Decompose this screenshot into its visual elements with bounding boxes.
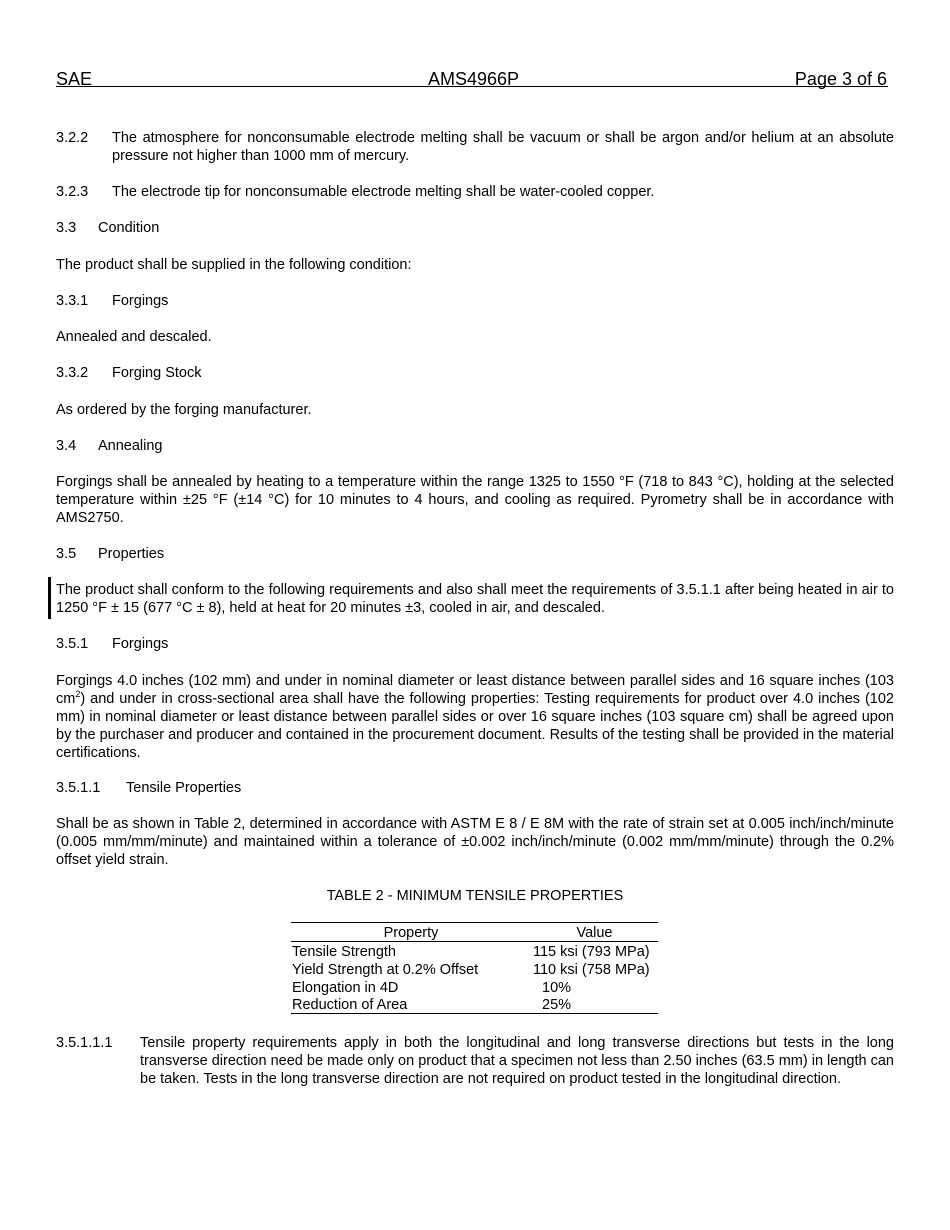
section-title-3-3-1: Forgings [112, 293, 169, 309]
paragraph-3-5-1-part-a: Forgings 4.0 inches (102 mm) and under in nominal diameter or least distance between parallel sides and 16 square inches (103 cm [56, 673, 894, 707]
table-row-value: 25% [542, 997, 572, 1013]
superscript-2: 2 [75, 689, 81, 700]
paragraph-3-5: The product shall conform to the following requirements and also shall meet the requirements of 3.5.1.1 after being heated in air to 1250 °F ± 15 (677 °C ± 8), held at heat for 20 minutes ±3, cooled in air, and descaled. [56, 582, 894, 616]
table-header-property: Property [383, 925, 439, 941]
revision-change-bar [48, 577, 51, 619]
paragraph-3-3: The product shall be supplied in the following condition: [56, 257, 412, 273]
paragraph-3-3-1: Annealed and descaled. [56, 329, 212, 345]
section-number-3-5-1-1-1: 3.5.1.1.1 [56, 1035, 113, 1051]
section-text-3-2-2: The atmosphere for nonconsumable electrode melting shall be vacuum or shall be argon and/or helium at an absolute pressure not higher than 1000 mm of mercury. [112, 130, 894, 164]
paragraph-3-5-1-part-b: ) and under in cross-sectional area shall have the following properties: Testing requirements for product over 4.0 inches (102 mm) in nominal diameter or least distance between parallel sides or over 16 square inches (103 square cm) shall be agreed upon by the purchaser and producer and contained in the procurement document. Results of the testing shall be provided in the material certifications. [56, 691, 894, 761]
section-number-3-5: 3.5 [56, 546, 77, 562]
paragraph-3-4: Forgings shall be annealed by heating to a temperature within the range 1325 to 1550 °F (718 to 843 °C), holding at the selected temperature within ±25 °F (±14 °C) for 10 minutes to 4 hours, and cooling as required. Pyrometry shall be in accordance with AMS2750. [56, 474, 894, 526]
section-number-3-5-1-1: 3.5.1.1 [56, 780, 101, 796]
section-number-3-3: 3.3 [56, 220, 77, 236]
header-rule [56, 86, 888, 87]
section-number-3-5-1: 3.5.1 [56, 636, 89, 652]
header-left: SAE [56, 69, 93, 89]
table-header-value: Value [576, 925, 613, 941]
section-number-3-4: 3.4 [56, 438, 77, 454]
table-row-value: 115 ksi (793 MPa) [533, 944, 650, 960]
table-row-property: Yield Strength at 0.2% Offset [292, 962, 479, 978]
section-title-3-3: Condition [98, 220, 160, 236]
section-title-3-5-1-1: Tensile Properties [126, 780, 242, 796]
table-caption: TABLE 2 - MINIMUM TENSILE PROPERTIES [326, 888, 624, 904]
section-title-3-5-1: Forgings [112, 636, 169, 652]
header-page-number: Page 3 of 6 [794, 69, 887, 89]
header-document-id: AMS4966P [428, 69, 520, 89]
section-text-3-5-1-1-1: Tensile property requirements apply in both the longitudinal and long transverse directions but tests in the long transverse direction need be made only on product that a specimen not less than 2.50 inches (63.5 mm) in length can be taken. Tests in the long transverse direction are not required on product tested in the longitudinal direction. [140, 1035, 894, 1087]
table-row-property: Tensile Strength [292, 944, 396, 960]
section-title-3-5: Properties [98, 546, 165, 562]
paragraph-3-5-1 [56, 672, 894, 762]
table-top-rule [291, 922, 658, 923]
section-number-3-3-1: 3.3.1 [56, 293, 89, 309]
section-number-3-2-2: 3.2.2 [56, 130, 89, 146]
section-number-3-2-3: 3.2.3 [56, 184, 89, 200]
section-title-3-4: Annealing [98, 438, 163, 454]
table-row-value: 10% [542, 980, 572, 996]
section-number-3-3-2: 3.3.2 [56, 365, 89, 381]
section-text-3-2-3: The electrode tip for nonconsumable electrode melting shall be water-cooled copper. [112, 184, 655, 200]
table-row-property: Elongation in 4D [292, 980, 399, 996]
table-row-value: 110 ksi (758 MPa) [533, 962, 650, 978]
table-row-property: Reduction of Area [292, 997, 408, 1013]
section-title-3-3-2: Forging Stock [112, 365, 202, 381]
paragraph-3-5-1-1: Shall be as shown in Table 2, determined in accordance with ASTM E 8 / E 8M with the rate of strain set at 0.005 inch/inch/minute (0.005 mm/mm/minute) and maintained within a tolerance of ±0.002 inch/inch/minute (0.002 mm/mm/minute) through the 0.2% offset yield strain. [56, 816, 894, 868]
paragraph-3-3-2: As ordered by the forging manufacturer. [56, 402, 312, 418]
